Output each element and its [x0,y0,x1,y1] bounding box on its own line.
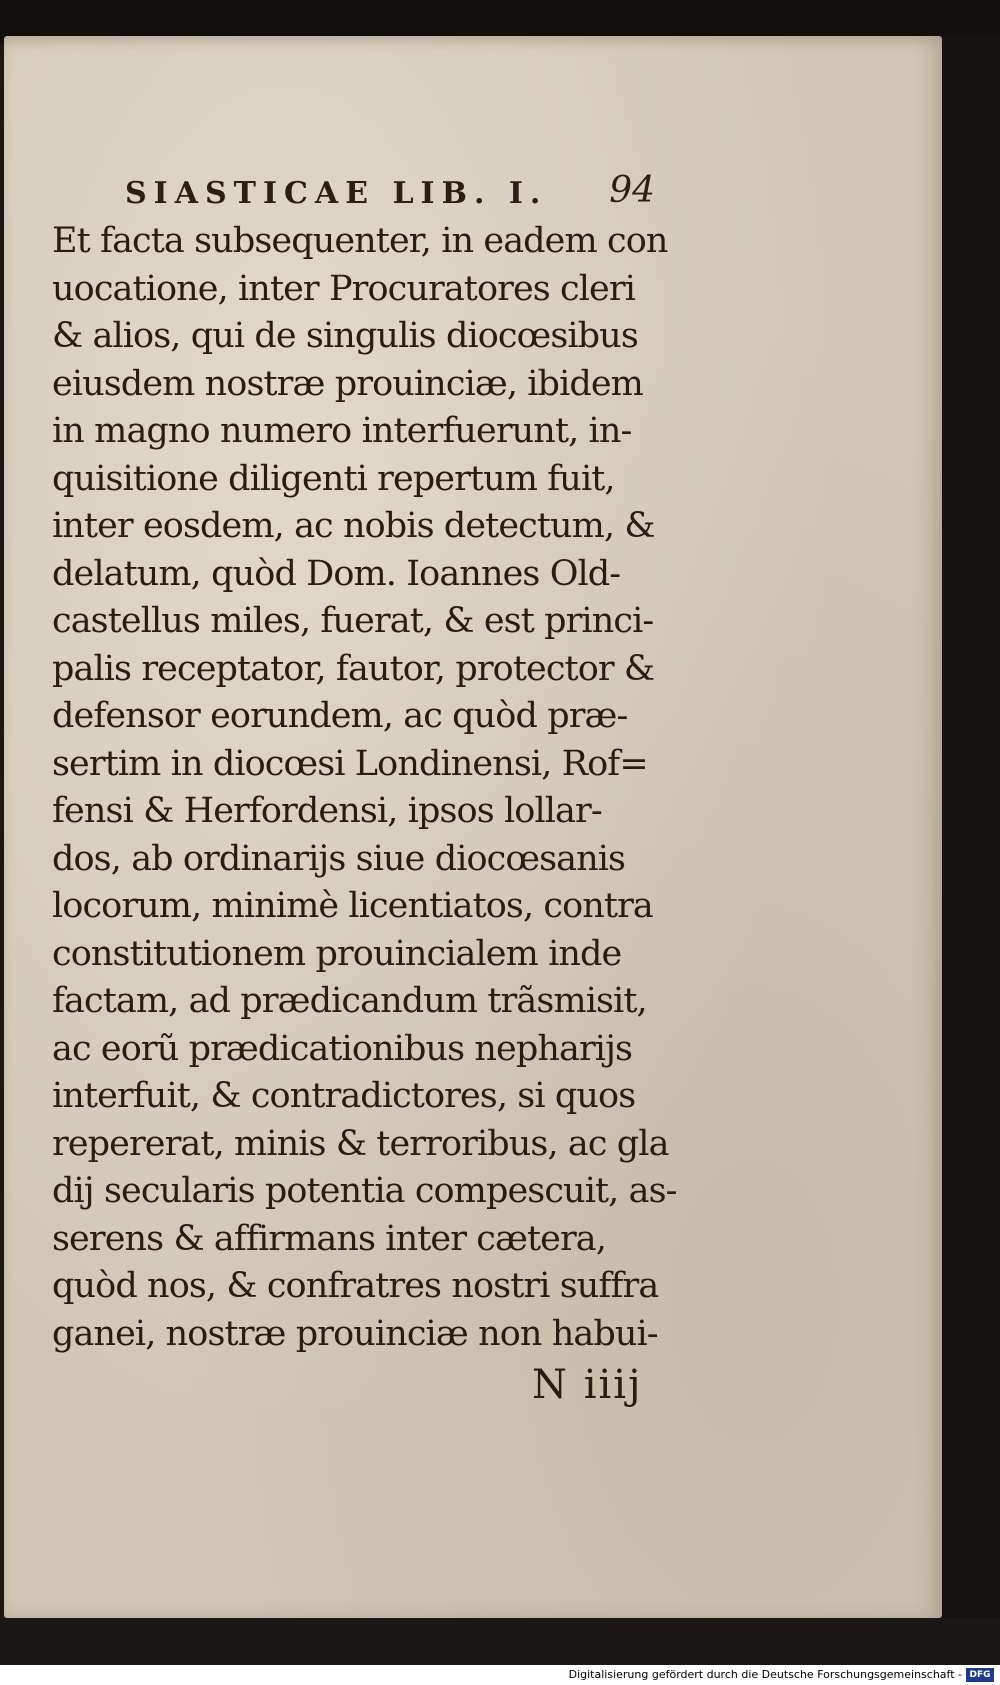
text-line: ganei, nostræ prouinciæ non habui- [52,1313,658,1354]
text-line: in magno numero interfuerunt, in- [52,411,632,451]
body-text [52,218,692,1358]
text-line: Et facta subsequenter, in eadem con [52,221,668,261]
text-line: constitutionem prouincialem inde [52,933,622,974]
text-line: dos, ab ordinarijs siue diocœsanis [52,838,626,879]
text-line: ac eorũ prædicationibus nepharijs [52,1028,633,1069]
text-line: serens & affirmans inter cætera, [52,1218,606,1259]
page-number: 94 [609,170,655,211]
text-line: uocatione, inter Procuratores cleri [52,268,635,309]
scan-right-border [942,36,1000,1618]
text-line: repererat, minis & terroribus, ac gla [52,1123,669,1164]
text-line: locorum, minimè licentiatos, contra [52,886,653,926]
text-line: interfuit, & contradictores, si quos [52,1076,636,1116]
funding-note: Digitalisierung gefördert durch die Deutsche Forschungsgemeinschaft - [568,1668,962,1681]
text-line: defensor eorundem, ac quòd præ- [52,696,628,736]
text-line: factam, ad prædicandum trãsmisit, [52,981,647,1021]
text-line: dij secularis potentia compescuit, as- [52,1171,677,1211]
text-line: inter eosdem, ac nobis detectum, & [52,506,655,546]
text-line: castellus miles, fuerat, & est princi- [52,601,654,641]
text-line: sertim in diocœsi Londinensi, Rof= [52,743,648,784]
text-line: quòd nos, & confratres nostri suffra [52,1266,659,1306]
text-line: quisitione diligenti repertum fuit, [52,458,615,499]
running-head [125,170,655,220]
dfg-logo: DFG [966,1668,994,1682]
text-line: delatum, quòd Dom. Ioannes Old- [52,553,621,594]
text-line: palis receptator, fautor, protector & [52,648,655,689]
text-line: & alios, qui de singulis diocœsibus [52,316,638,356]
signature-mark: N iiij [532,1362,643,1408]
running-head-title: SIASTICAE LIB. I. [125,176,548,211]
text-line: fensi & Herfordensi, ipsos lollar- [52,791,602,831]
text-line: eiusdem nostræ prouinciæ, ibidem [52,363,643,404]
